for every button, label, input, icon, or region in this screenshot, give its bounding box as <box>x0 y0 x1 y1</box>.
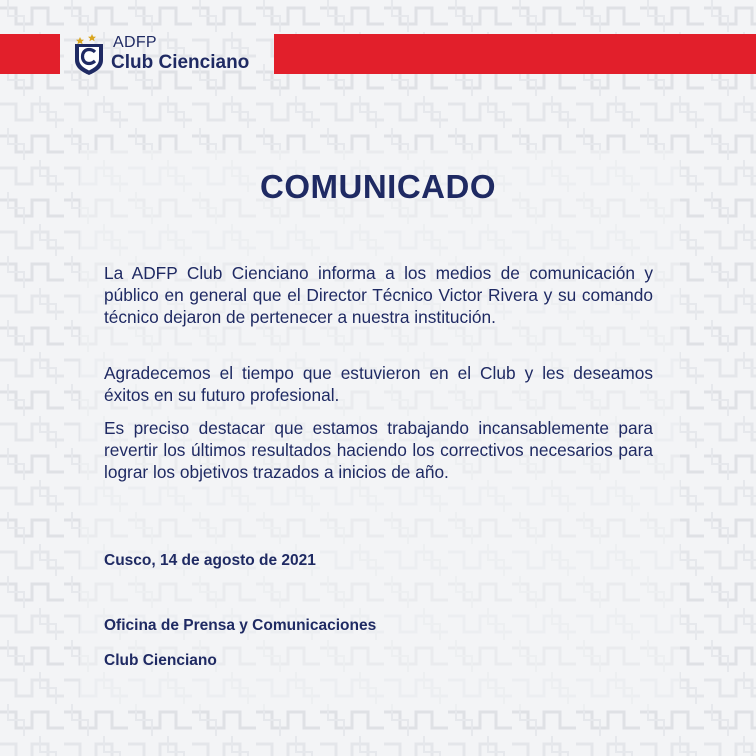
header-red-band-right <box>274 34 756 74</box>
page-title: COMUNICADO <box>260 168 496 205</box>
club-logo <box>72 30 249 76</box>
paragraph-3: Es preciso destacar que estamos trabajando incansablemente para revertir los últimos resultados haciendo los correctivos necesarios para lograr los objetivos trazados a inicios de año. <box>104 418 653 482</box>
signature-office: Oficina de Prensa y Comunicaciones <box>104 617 377 634</box>
paragraph-2: Agradecemos el tiempo que estuvieron en el Club y les deseamos éxitos en su futuro profesional. <box>104 363 653 405</box>
logo-adfp-text: ADFP <box>113 33 157 51</box>
signature-club: Club Cienciano <box>104 652 217 669</box>
header-red-band-left <box>0 34 60 74</box>
date-line: Cusco, 14 de agosto de 2021 <box>104 552 316 569</box>
paragraph-1: La ADFP Club Cienciano informa a los medios de comunicación y público en general que el Director Técnico Victor Rivera y su comando técnico dejaron de pertenecer a nuestra institución. <box>104 263 653 327</box>
logo-club-name: Club Cienciano <box>111 51 250 73</box>
cienciano-shield-icon <box>72 30 106 76</box>
